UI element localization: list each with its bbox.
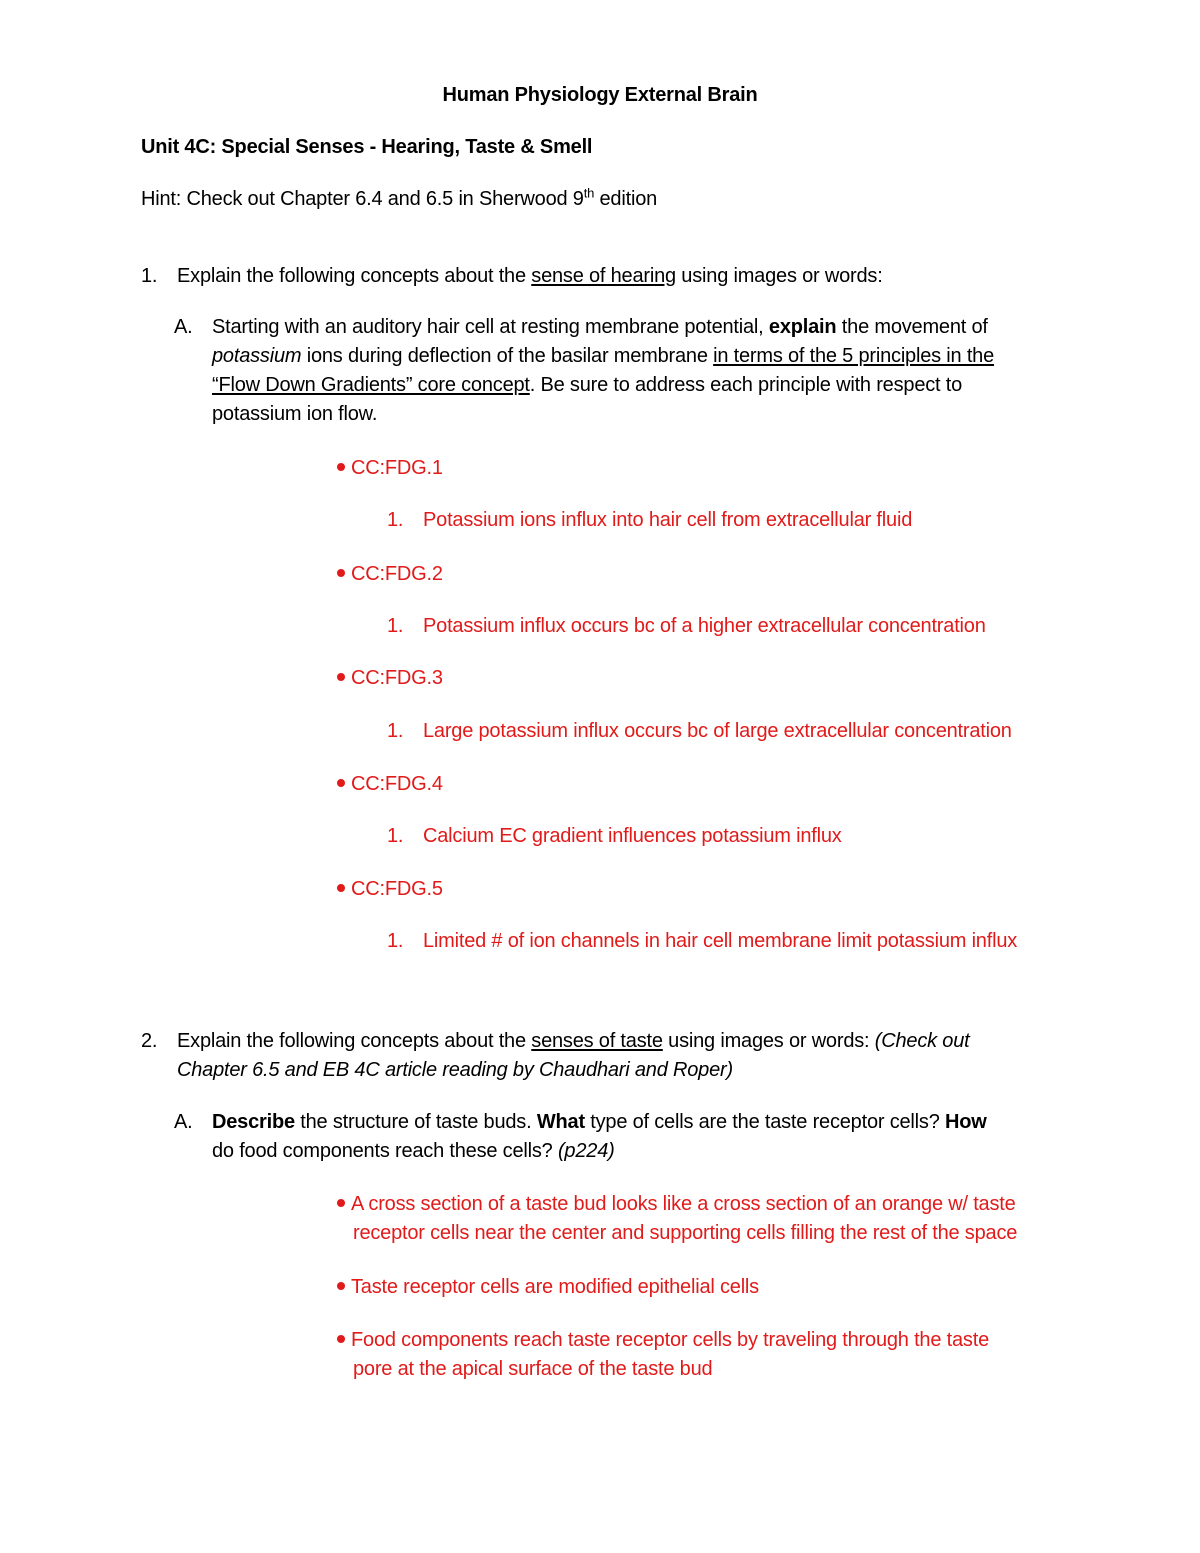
bullet-text: CC:FDG.4 [351,773,443,795]
question-text: Explain the following concepts about the [177,1030,532,1052]
bullet-icon [337,463,345,471]
question-2-line-2: Chapter 6.5 and EB 4C article reading by Chaudhari and Roper) [177,1059,733,1081]
answer-text: A cross section of a taste bud looks like a cross section of an orange w/ taste [351,1193,1016,1215]
subquestion-text: the movement of [836,316,988,338]
bullet-text: CC:FDG.3 [351,667,443,689]
question-1a-line-2 [212,342,994,370]
answer-bullet-4 [337,770,443,798]
subquestion-letter: A. [174,316,193,338]
question-underlined: sense of hearing [531,265,676,287]
taste-answer-3-line-2: pore at the apical surface of the taste bud [353,1358,713,1380]
answer-text: Taste receptor cells are modified epithelial cells [351,1276,759,1298]
subquestion-text: do food components reach these cells? [212,1140,558,1162]
subquestion-text: type of cells are the taste receptor cells? [584,1111,945,1133]
answer-bullet-2 [337,560,443,588]
bullet-icon [337,569,345,577]
question-2a-line-2 [212,1137,615,1165]
question-2 [141,1027,969,1055]
answer-number: 1. [387,930,404,952]
question-1a-line-4: potassium ion flow. [212,403,378,425]
answer-number: 1. [387,825,404,847]
question-text: Explain the following concepts about the [177,265,532,287]
subquestion-underlined: “Flow Down Gradients” core concept [212,374,530,396]
bullet-icon [337,1335,345,1343]
answer-item-1 [387,506,912,534]
subquestion-bold: explain [768,316,837,338]
subquestion-text: Starting with an auditory hair cell at resting membrane potential, [212,316,769,338]
answer-item-2 [387,612,986,640]
answer-bullet-5 [337,875,443,903]
question-italic: (Check out [874,1030,970,1052]
hint-text: Hint: Check out Chapter 6.4 and 6.5 in Sherwood 9 [141,188,584,210]
subquestion-text: ions during deflection of the basilar membrane [301,345,714,367]
taste-answer-1-line-2: receptor cells near the center and supporting cells filling the rest of the space [353,1222,1018,1244]
answer-bullet-3 [337,664,443,692]
taste-answer-2 [337,1273,759,1301]
question-1a-line-3 [212,371,962,399]
subquestion-italic: potassium [212,345,302,367]
taste-answer-3-line-1 [337,1326,989,1354]
answer-bullet-1 [337,454,443,482]
answer-text: Limited # of ion channels in hair cell membrane limit potassium influx [423,930,1018,952]
hint-superscript: th [583,185,595,201]
taste-answer-1-line-1 [337,1190,1016,1218]
subquestion-underlined: in terms of the 5 principles in the [713,345,995,367]
answer-text: Food components reach taste receptor cells by traveling through the taste [351,1329,989,1351]
bullet-text: CC:FDG.5 [351,878,443,900]
subquestion-bold: Describe [212,1111,295,1133]
hint-line [141,185,657,213]
document-title: Human Physiology External Brain [442,84,758,106]
unit-heading: Unit 4C: Special Senses - Hearing, Taste & Smell [141,136,593,158]
answer-text: Large potassium influx occurs bc of large extracellular concentration [423,720,1012,742]
answer-number: 1. [387,615,404,637]
answer-item-5 [387,927,1017,955]
question-underlined: senses of taste [531,1030,663,1052]
bullet-icon [337,779,345,787]
subquestion-bold: How [944,1111,987,1133]
hint-text-end: edition [594,188,658,210]
answer-number: 1. [387,509,404,531]
subquestion-letter: A. [174,1111,193,1133]
question-1a-line-1 [174,313,988,341]
bullet-icon [337,1282,345,1290]
bullet-icon [337,1199,345,1207]
answer-text: Potassium ions influx into hair cell from extracellular fluid [423,509,913,531]
subquestion-italic: (p224) [557,1140,615,1162]
question-1 [141,262,883,290]
subquestion-text: . Be sure to address each principle with respect to [529,374,963,396]
bullet-text: CC:FDG.2 [351,563,443,585]
bullet-icon [337,884,345,892]
question-number: 1. [141,265,158,287]
answer-item-3 [387,717,1012,745]
answer-number: 1. [387,720,404,742]
answer-text: Calcium EC gradient influences potassium influx [423,825,842,847]
question-number: 2. [141,1030,158,1052]
question-text-end: using images or words: [675,265,883,287]
question-2a-line-1 [174,1108,987,1136]
answer-text: Potassium influx occurs bc of a higher extracellular concentration [423,615,986,637]
subquestion-text: the structure of taste buds. [294,1111,537,1133]
subquestion-bold: What [536,1111,585,1133]
bullet-icon [337,673,345,681]
bullet-text: CC:FDG.1 [351,457,443,479]
answer-item-4 [387,822,842,850]
question-text-end: using images or words: [662,1030,875,1052]
